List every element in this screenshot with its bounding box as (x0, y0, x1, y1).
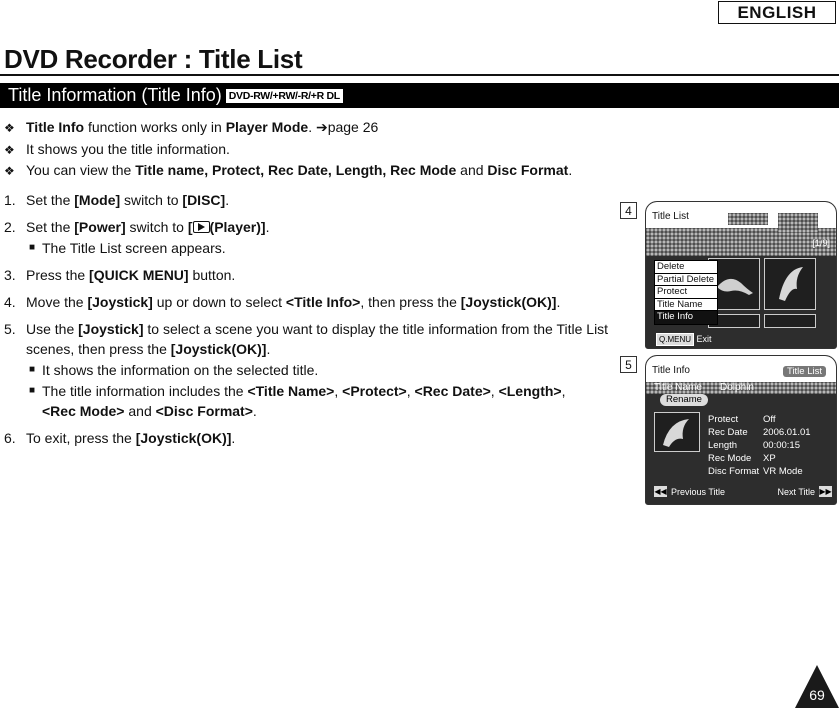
section-header (0, 83, 839, 108)
quick-menu (654, 260, 718, 325)
page-number: 69 (809, 687, 825, 703)
rewind-icon: ◀◀ (654, 487, 667, 496)
section-title: Title Information (Title Info) (8, 85, 222, 105)
previous-title-button[interactable]: ◀◀ Previous Title (654, 486, 726, 497)
menu-item-partial-delete[interactable]: Partial Delete (655, 274, 717, 287)
language-badge: ENGLISH (718, 1, 836, 24)
screen-step-tag: 4 (620, 202, 637, 219)
step-4: 4. Move the [Joystick] up or down to select <Title Info>, then press the [Joystick(OK)]. (4, 294, 561, 310)
title-thumbnail (654, 412, 700, 452)
fast-forward-icon: ▶▶ (819, 487, 832, 496)
step-2: 2. Set the [Power] switch to [ (Player)]. ■ The Title List screen appears. (4, 219, 270, 256)
step-3: 3. Press the [QUICK MENU] button. (4, 267, 236, 283)
bullet-text: It shows you the title information. (26, 140, 230, 157)
title-thumbnail (764, 314, 816, 328)
page-title: DVD Recorder : Title List (4, 44, 303, 74)
bullet-text: Title Info function works only in Player Mode. ➔page 26 (26, 119, 379, 135)
instruction-steps (4, 190, 624, 455)
screen-header: Title List (646, 202, 836, 228)
bullet-item (4, 139, 572, 161)
title-name-label: Title Name (654, 382, 702, 393)
title-list-screen (645, 201, 837, 349)
tab-title-list[interactable]: Title List (783, 366, 826, 377)
title-thumbnail (764, 258, 816, 310)
menu-item-protect[interactable]: Protect (655, 286, 717, 299)
step-5: 5. Use the [Joystick] to select a scene you want to display the title information from the Title List scenes, then press the [Joystick(OK)]. ■ It shows the information on the selected title. ■ The title information includes the <Title Name>, <Protect>, <Rec Date>, <Length>, <Rec Mode> and <Disc Format>. (4, 321, 609, 419)
step-6: 6. To exit, press the [Joystick(OK)]. (4, 430, 236, 446)
menu-item-title-name[interactable]: Title Name (655, 299, 717, 312)
diamond-bullet-icon: ❖ (4, 142, 15, 157)
title-name-value: Dolphin (720, 382, 754, 393)
title-rule (0, 74, 839, 76)
diamond-bullet-icon: ❖ (4, 164, 15, 178)
menu-item-delete[interactable]: Delete (655, 261, 717, 274)
step-1: 1. Set the [Mode] switch to [DISC]. (4, 192, 230, 208)
disc-icon (778, 213, 818, 233)
title-info-fields: Protect Off Rec Date 2006.01.01 Length 00:00:15 Rec Mode XP Disc Format VR Mode (708, 414, 811, 477)
play-icon (193, 221, 210, 233)
feature-bullets (4, 117, 572, 182)
bullet-text: You can view the Title name, Protect, Rec Date, Length, Rec Mode and Disc Format. (26, 162, 573, 178)
page-number-badge (795, 663, 839, 708)
screen-header: Title Info (646, 356, 836, 382)
title-info-screen (645, 355, 837, 505)
diamond-bullet-icon: ❖ (4, 121, 15, 135)
disc-type-badge: DVD-RW/+RW/-R/+R DL (226, 89, 343, 103)
page-counter: [1/9] (812, 238, 830, 248)
exit-hint: Q.MENU Exit (656, 333, 712, 346)
camera-icon (728, 213, 768, 225)
bullet-item (4, 160, 572, 182)
next-title-button[interactable]: Next Title ▶▶ (777, 486, 832, 497)
screen-step-tag: 5 (620, 356, 637, 373)
rename-button[interactable]: Rename (660, 394, 708, 406)
qmenu-key-icon: Q.MENU (656, 333, 694, 346)
bullet-item (4, 117, 572, 139)
menu-item-title-info[interactable]: Title Info (655, 311, 717, 324)
